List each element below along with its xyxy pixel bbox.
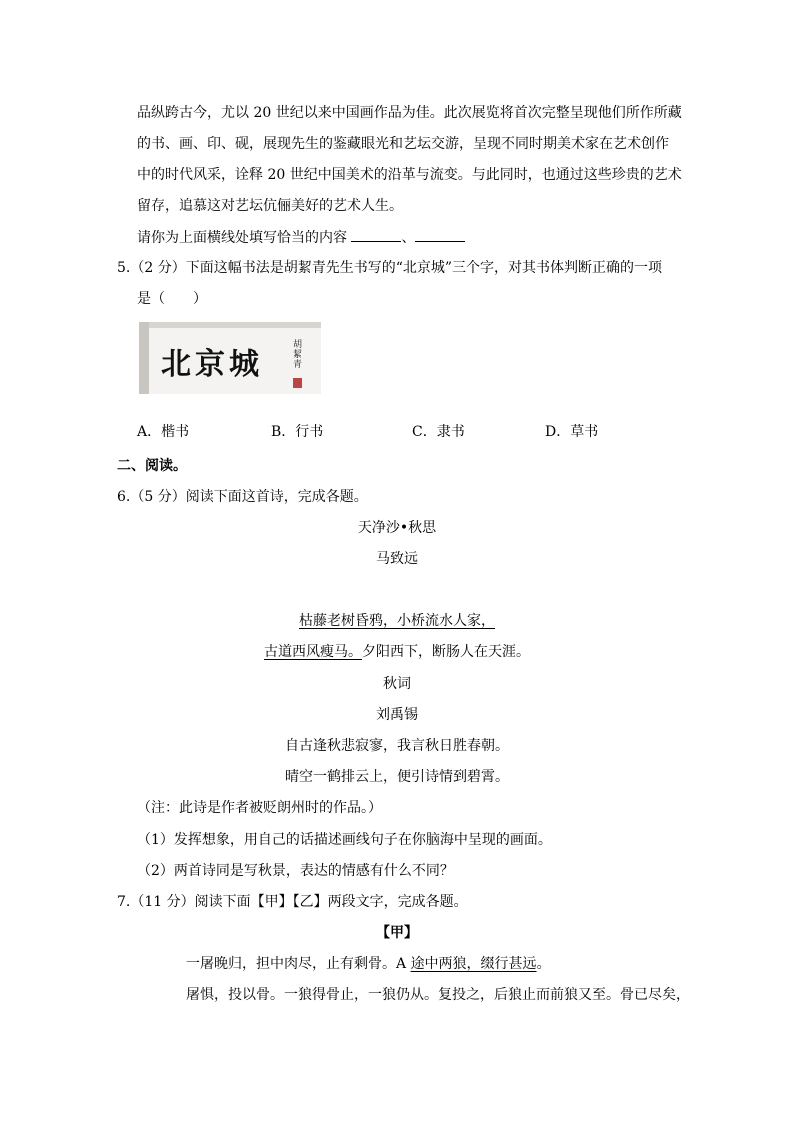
poem1-author: 马致远 [376, 551, 418, 567]
q4-prompt [137, 229, 465, 246]
q4-prompt-text: 请你为上面横线处填写恰当的内容 [137, 230, 347, 246]
poem2-author: 刘禹锡 [376, 707, 418, 723]
calligraphy-edge-left [139, 322, 149, 394]
jia-para-1-end: 。 [536, 956, 551, 972]
q4-separator: 、 [401, 230, 416, 246]
q6-sub-1: （1）发挥想象，用自己的话描述画线句子在你脑海中呈现的画面。 [137, 832, 552, 848]
calligraphy-edge-top [139, 322, 321, 328]
q7-stem: 7.（11 分）阅读下面【甲】【乙】两段文字，完成各题。 [117, 894, 468, 910]
passage-line-2: 的书、画、印、砚，展现先生的鉴藏眼光和艺坛交游，呈现不同时期美术家在艺术创作 [137, 136, 669, 152]
passage-line-1: 品纵跨古今，尤以 20 世纪以来中国画作品为佳。此次展览将首次完整呈现他们所作所藏 [137, 105, 682, 121]
poem1-line-2 [0, 644, 794, 660]
calligraphy-image [139, 322, 321, 394]
q5-option-c[interactable]: C．隶书 [412, 424, 465, 440]
calligraphy-characters: 北京城 [161, 347, 263, 382]
passage-line-4: 留存，追慕这对艺坛伉俪美好的艺术人生。 [137, 198, 403, 214]
seal-stamp [293, 378, 302, 388]
poem1-line-2-underlined: 古道西风瘦马。 [264, 644, 362, 660]
q5-option-d[interactable]: D．草书 [545, 424, 599, 440]
q5-option-b[interactable]: B．行书 [271, 424, 324, 440]
jia-para-2: 屠惧，投以骨。一狼得骨止，一狼仍从。复投之，后狼止而前狼又至。骨已尽矣， [186, 987, 690, 1003]
poem2-title: 秋词 [383, 676, 411, 692]
jia-para-1-underlined: 途中两狼，缀行甚远 [410, 956, 537, 972]
passage-line-3: 中的时代风采，诠释 20 世纪中国美术的沿革与流变。与此同时，也通过这些珍贵的艺术 [137, 167, 682, 183]
q4-blank-1[interactable] [351, 229, 401, 242]
jia-para-1 [186, 956, 551, 972]
poem1-line-1 [0, 613, 794, 629]
q5-option-a[interactable]: A．楷书 [137, 424, 190, 440]
poem2-line-2: 晴空一鹤排云上，便引诗情到碧霄。 [285, 769, 509, 785]
poem2-line-1: 自古逢秋悲寂寥，我言秋日胜春朝。 [285, 738, 509, 754]
poem1-line-1-text: 枯藤老树昏鸦，小桥流水人家， [299, 613, 495, 629]
q6-sub-2: （2）两首诗同是写秋景，表达的情感有什么不同？ [137, 863, 454, 879]
section-heading: 二、阅读。 [117, 458, 187, 474]
calligraphy-signature: 胡絜青 [293, 340, 303, 370]
q4-blank-2[interactable] [415, 229, 465, 242]
q6-stem: 6.（5 分）阅读下面这首诗，完成各题。 [117, 489, 368, 505]
q5-stem: 5.（2 分）下面这幅书法是胡絜青先生书写的“北京城”三个字，对其书体判断正确的一项 [117, 260, 663, 276]
jia-para-1-start: 一屠晚归，担中肉尽，止有剩骨。A [186, 956, 411, 972]
poem1-title: 天净沙•秋思 [357, 520, 437, 536]
q5-stem-cont: 是（ ） [137, 291, 207, 307]
jia-heading: 【甲】 [376, 925, 418, 941]
poem1-line-2-rest: 夕阳西下，断肠人在天涯。 [362, 644, 530, 660]
poem-note: （注：此诗是作者被贬朗州时的作品。） [137, 800, 382, 816]
